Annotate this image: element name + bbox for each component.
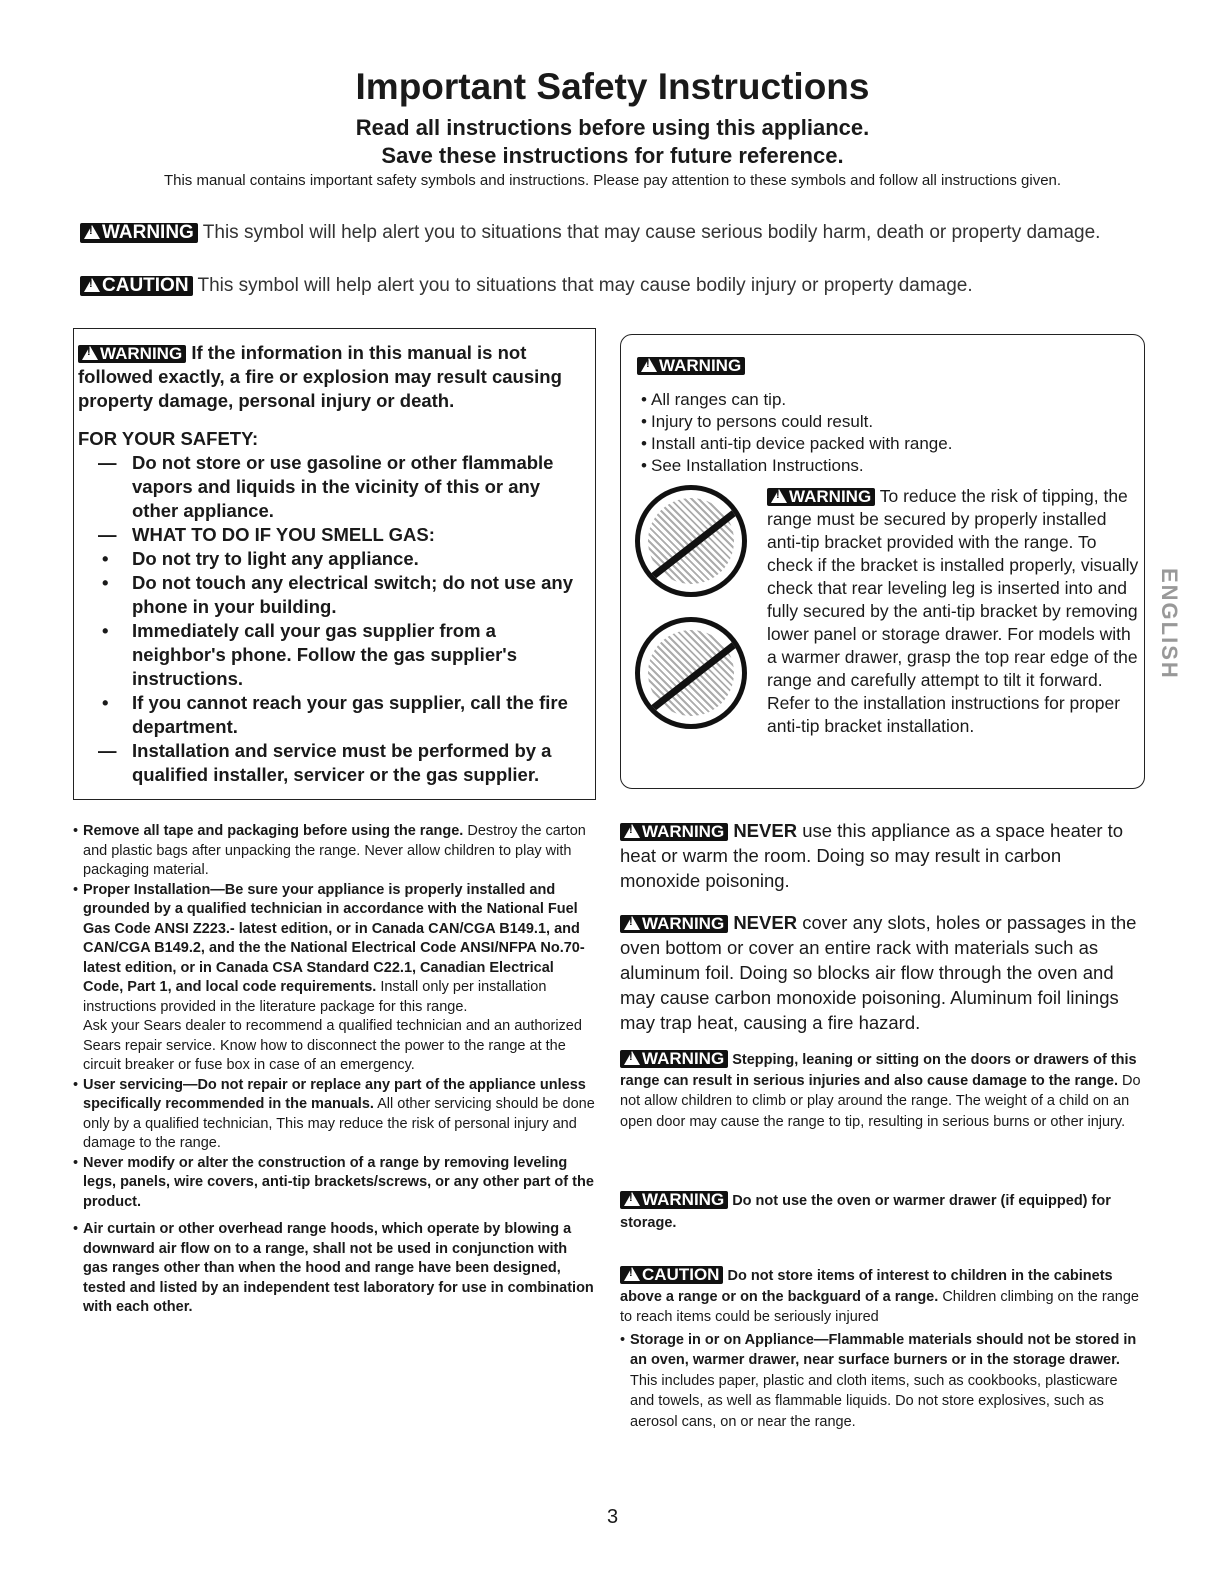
gas-subitem: • Do not touch any electrical switch; do not use any phone in your building. xyxy=(102,572,573,617)
caution-label: !CAUTION xyxy=(80,276,193,296)
alert-triangle-icon xyxy=(771,489,787,503)
warning-label: !WARNING xyxy=(767,488,875,506)
subtitle-save: Save these instructions for future reference. xyxy=(381,143,844,168)
list-item: • Storage in or on Appliance—Flammable materials should not be stored in an oven, warmer drawer, near surface burners or in the storage drawer. This includes paper, plastic and cloth items, such as cookbooks, plasticware and towels, as well as flammable liquids. Do not store explosives, such as aerosol cans, on or near the range. xyxy=(620,1330,1145,1433)
warning-label: !WARNING xyxy=(620,1191,728,1209)
tipping-child-prohibition-icon xyxy=(635,617,747,729)
gas-item: — Installation and service must be performed by a qualified installer, servicer or the gas supplier. xyxy=(98,740,552,785)
gas-subitem: • Do not try to light any appliance. xyxy=(102,548,419,569)
paragraph: Ask your Sears dealer to recommend a qualified technician and an authorized Sears repair service. Know how to disconnect the power to the range at the circuit breaker or fuse box in case of an emergency. xyxy=(83,1018,582,1073)
page-number: 3 xyxy=(606,1506,619,1528)
doors-warning: !WARNING Stepping, leaning or sitting on the doors or drawers of this range can result in serious injuries and also cause damage to the range. Do not allow children to climb or play around the range. The weight of a child on an open door may cause the range to tip, resulting in serious burns or other injury. xyxy=(620,1050,1145,1132)
alert-triangle-icon xyxy=(624,1267,640,1281)
language-side-tab: ENGLISH xyxy=(1157,568,1182,680)
list-item: • Air curtain or other overhead range hoods, which operate by blowing a downward air flow on to a range, shall not be used in conjunction with gas ranges other than when the hood and range have been designed, tested and listed by an independent test laboratory for use in combination with each other. xyxy=(73,1220,596,1318)
alert-triangle-icon xyxy=(624,824,640,838)
warning-label: !WARNING xyxy=(80,223,198,243)
list-item: • Injury to persons could result. xyxy=(641,411,952,433)
alert-triangle-icon xyxy=(82,346,98,360)
children-caution: !CAUTION Do not store items of interest to children in the cabinets above a range or on the backguard of a range. Children climbing on the range to reach items could be seriously injured • Storage in or on Appliance—Flammable materials should not be stored in an oven, warmer drawer, near surface burners or in the storage drawer. This includes paper, plastic and cloth items, such as cookbooks, plasticware and towels, as well as flammable liquids. Do not store explosives, such as aerosol cans, on or near the range. xyxy=(620,1266,1145,1432)
list-item: • See Installation Instructions. xyxy=(641,455,952,477)
alert-triangle-icon xyxy=(624,916,640,930)
gas-subitem: • If you cannot reach your gas supplier, call the fire department. xyxy=(102,692,568,737)
warning-label: !WARNING xyxy=(620,1050,728,1068)
list-item: • Remove all tape and packaging before using the range. Destroy the carton and plastic bags after unpacking the range. Never allow children to play with packaging material. xyxy=(73,822,596,881)
left-column xyxy=(73,822,596,1318)
caution-label: !CAUTION xyxy=(620,1266,723,1284)
list-item: • Proper Installation—Be sure your appliance is properly installed and grounded by a qualified technician in accordance with the National Fuel Gas Code ANSI Z223.- latest edition, or in Canada CAN/CGA B149.1, and CAN/CGA B149.2, and the the National Electrical Code ANSI/NFPA No.70-latest edition, or in Canada CSA Standard C22.1, Canadian Electrical Code, Part 1, and local code requirements. Install only per installation instructions provided in the literature package for this range. xyxy=(73,881,596,1018)
warning-symbol-row xyxy=(80,222,1180,244)
alert-triangle-icon xyxy=(84,225,100,239)
caution-symbol-text: This symbol will help alert you to situations that may cause bodily injury or property damage. xyxy=(197,275,973,296)
anti-tip-bullets xyxy=(641,389,952,477)
list-item: • All ranges can tip. xyxy=(641,389,952,411)
warning-symbol-text: This symbol will help alert you to situations that may cause serious bodily harm, death or property damage. xyxy=(202,222,1101,243)
gas-item: — WHAT TO DO IF YOU SMELL GAS: xyxy=(98,524,435,545)
list-item: • User servicing—Do not repair or replace any part of the appliance unless specifically recommended in the manuals. All other servicing should be done only by a qualified technician, This may reduce the risk of personal injury and damage to the range. xyxy=(73,1076,596,1154)
alert-triangle-icon xyxy=(624,1051,640,1065)
gas-item: — Do not store or use gasoline or other flammable vapors and liquids in the vicinity of this or any other appliance. xyxy=(98,452,554,521)
list-item: • Install anti-tip device packed with range. xyxy=(641,433,952,455)
warning-label: !WARNING xyxy=(78,345,186,363)
alert-triangle-icon xyxy=(84,278,100,292)
anti-tip-detail: To reduce the risk of tipping, the range must be secured by properly installed anti-tip bracket provided with the range. To check if the bracket is installed properly, visually check that rear leveling leg is inserted into and fully secured by the anti-tip bracket by removing lower panel or storage drawer. For models with a warmer drawer, grasp the top rear edge of the range and carefully attempt to tilt it forward. Refer to the installation instructions for proper anti-tip bracket installation. xyxy=(767,486,1139,736)
storage-warning: !WARNING Do not use the oven or warmer drawer (if equipped) for storage. xyxy=(620,1190,1145,1234)
caution-symbol-row xyxy=(80,275,1180,297)
warning-label: !WARNING xyxy=(620,915,728,933)
list-item: • Never modify or alter the construction of a range by removing leveling legs, panels, wire covers, anti-tip brackets/screws, or any other part of the product. xyxy=(73,1154,596,1213)
gas-warning-lead: If the information in this manual is not followed exactly, a fire or explosion may result causing property damage, personal injury or death. xyxy=(78,342,562,411)
for-your-safety-heading: FOR YOUR SAFETY: xyxy=(78,428,259,449)
warning-label: !WARNING xyxy=(637,357,745,375)
subtitle-read-all: Read all instructions before using this appliance. xyxy=(355,115,870,140)
warning-label: !WARNING xyxy=(620,823,728,841)
intro-text: This manual contains important safety symbols and instructions. Please pay attention to these symbols and follow all instructions given. xyxy=(163,172,1062,189)
anti-tip-warning-box xyxy=(620,334,1145,789)
alert-triangle-icon xyxy=(624,1192,640,1206)
page-title: Important Safety Instructions xyxy=(355,66,870,107)
space-heater-warning: !WARNING NEVER use this appliance as a space heater to heat or warm the room. Doing so may result in carbon monoxide poisoning. xyxy=(620,818,1145,893)
tipping-range-prohibition-icon xyxy=(635,485,747,597)
gas-warning-box xyxy=(73,328,596,800)
gas-subitem: • Immediately call your gas supplier from a neighbor's phone. Follow the gas supplier's instructions. xyxy=(102,620,517,689)
alert-triangle-icon xyxy=(641,358,657,372)
foil-warning: !WARNING NEVER cover any slots, holes or passages in the oven bottom or cover an entire rack with materials such as aluminum foil. Doing so blocks air flow through the oven and may cause carbon monoxide poisoning. Aluminum foil linings may trap heat, causing a fire hazard. xyxy=(620,910,1145,1035)
